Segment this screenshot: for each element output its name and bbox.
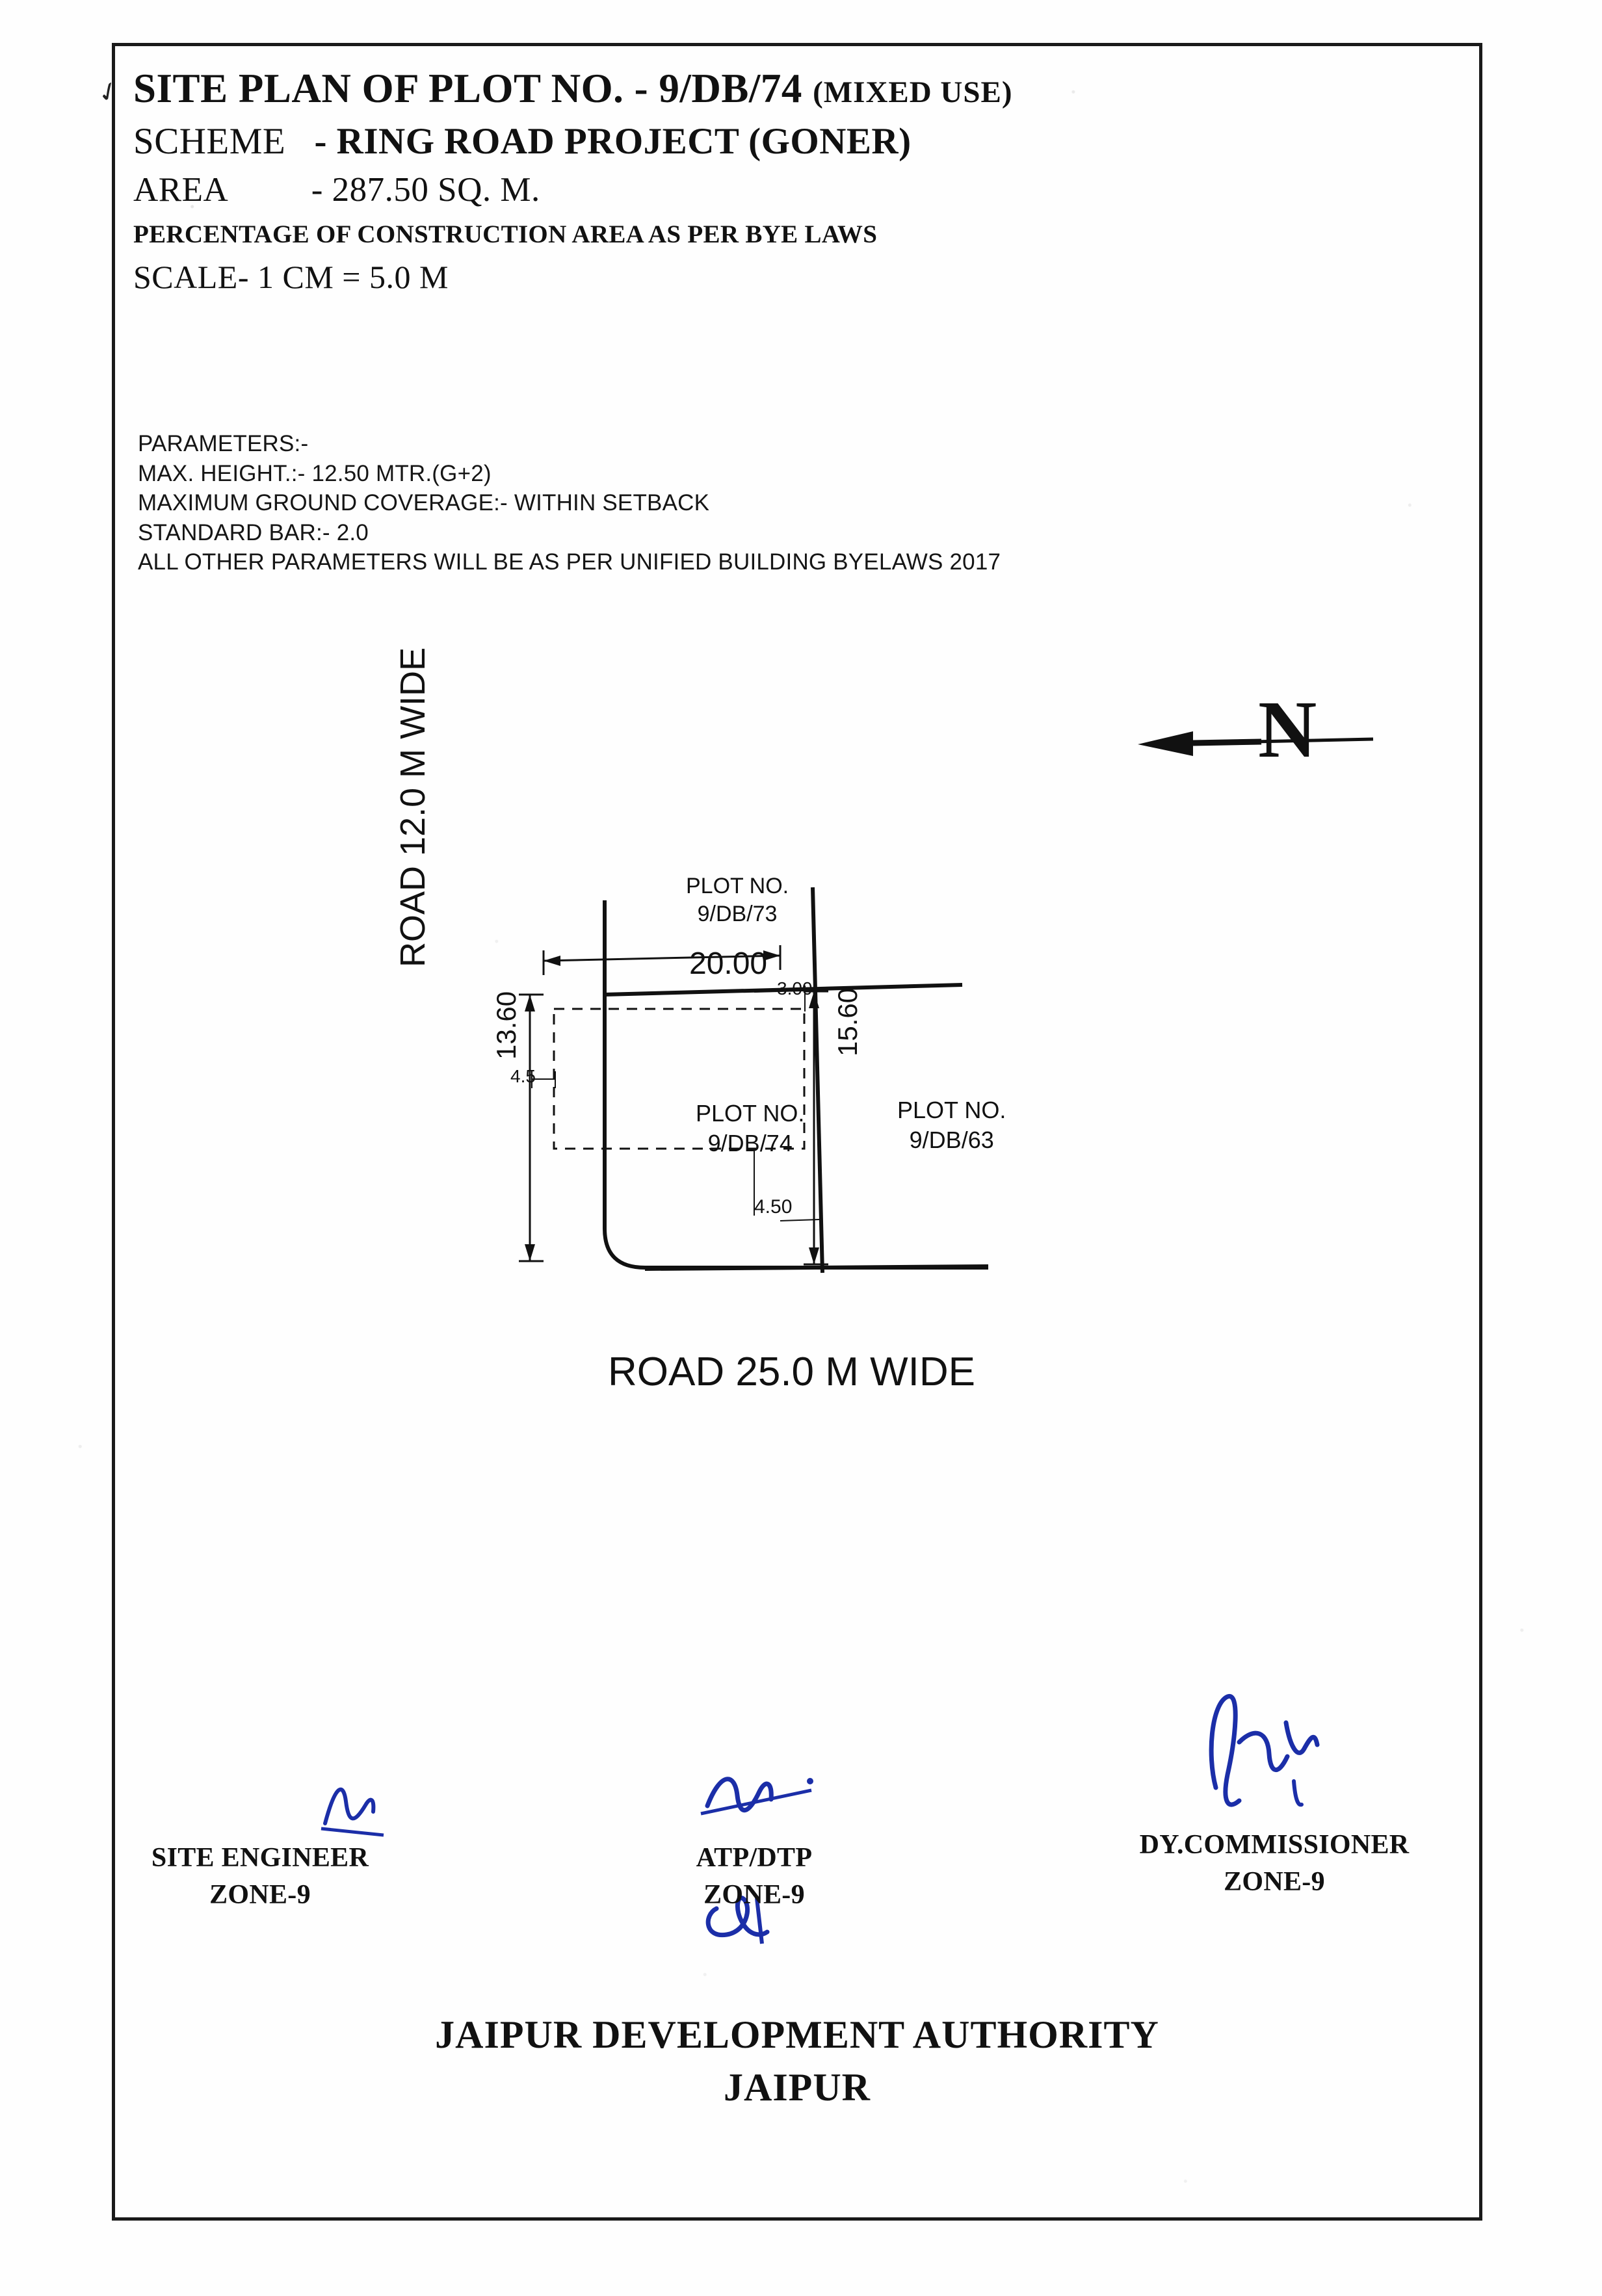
scheme-value: - RING ROAD PROJECT (GONER) xyxy=(314,121,912,162)
page-title-usage: (MIXED USE) xyxy=(813,75,1013,109)
signature-title-atp-dtp: ATP/DTP xyxy=(696,1843,813,1873)
plot-label-9db63-line1: PLOT NO. xyxy=(897,1097,1006,1123)
dimension-setback-bottom-450: 4.50 xyxy=(754,1196,793,1218)
authority-footer xyxy=(112,2009,1482,2114)
signature-mark-dy-commissioner xyxy=(1190,1677,1359,1843)
plot-label-9db74-line2: 9/DB/74 xyxy=(707,1130,793,1157)
road-label-left: ROAD 12.0 M WIDE xyxy=(393,647,432,967)
parameter-line-3: ALL OTHER PARAMETERS WILL BE AS PER UNIFIED BUILDING BYELAWS 2017 xyxy=(138,549,1001,575)
authority-name: JAIPUR DEVELOPMENT AUTHORITY xyxy=(435,2013,1159,2056)
authority-city: JAIPUR xyxy=(724,2066,871,2109)
signature-site-engineer-icon xyxy=(306,1765,423,1849)
dimension-right-1560: 15.60 xyxy=(832,987,863,1056)
area-label: AREA xyxy=(133,171,229,209)
north-arrow-icon xyxy=(1131,699,1378,816)
north-arrow xyxy=(1131,685,1378,816)
signature-zone-dy-commissioner: ZONE-9 xyxy=(1224,1866,1325,1897)
dimension-setback-top-300: 3.00 xyxy=(777,978,813,998)
north-letter: N xyxy=(1258,685,1317,775)
signature-zone-site-engineer: ZONE-9 xyxy=(209,1879,311,1910)
parameters-heading: PARAMETERS:- xyxy=(138,431,309,456)
signature-block-atp-dtp xyxy=(618,1840,891,1913)
plot-label-9db73 xyxy=(686,872,789,928)
signature-zone-atp-dtp: ZONE-9 xyxy=(703,1879,805,1910)
site-plan-drawing xyxy=(393,647,1183,1437)
plot-label-9db74 xyxy=(696,1099,804,1158)
signature-title-site-engineer: SITE ENGINEER xyxy=(151,1843,369,1873)
road-label-bottom: ROAD 25.0 M WIDE xyxy=(608,1350,975,1394)
plot-label-9db63-line2: 9/DB/63 xyxy=(909,1127,994,1154)
signature-dy-commissioner-icon xyxy=(1190,1677,1359,1840)
plot-label-9db73-line1: PLOT NO. xyxy=(686,874,789,898)
percentage-note: PERCENTAGE OF CONSTRUCTION AREA AS PER BYE LAWS xyxy=(133,220,878,248)
signature-block-site-engineer xyxy=(78,1840,442,1913)
plot-label-9db63 xyxy=(897,1095,1006,1155)
parameters-block xyxy=(138,429,1001,577)
dimension-top-20: 20.00 xyxy=(689,946,768,981)
signature-title-dy-commissioner: DY.COMMISSIONER xyxy=(1139,1830,1410,1860)
pen-tick-mark: ✓ xyxy=(92,74,125,110)
dimension-left-1360: 13.60 xyxy=(491,991,521,1060)
page-title-main: SITE PLAN OF PLOT NO. - 9/DB/74 xyxy=(133,66,802,111)
signature-block-dy-commissioner xyxy=(1066,1827,1482,1900)
header-block xyxy=(133,65,1369,296)
scheme-line xyxy=(133,120,1369,163)
parameter-line-2: STANDARD BAR:- 2.0 xyxy=(138,519,369,545)
dimension-setback-left-45: 4.5 xyxy=(510,1066,536,1086)
scale-note: SCALE- 1 CM = 5.0 M xyxy=(133,259,449,295)
parameter-line-1: MAXIMUM GROUND COVERAGE:- WITHIN SETBACK xyxy=(138,490,710,515)
area-line xyxy=(133,170,1369,209)
area-value: - 287.50 SQ. M. xyxy=(311,171,540,209)
scheme-label: SCHEME xyxy=(133,121,286,162)
plot-label-9db74-line1: PLOT NO. xyxy=(696,1100,805,1127)
page-title xyxy=(133,65,1369,112)
plot-label-9db73-line2: 9/DB/73 xyxy=(697,901,778,926)
parameter-line-0: MAX. HEIGHT.:- 12.50 MTR.(G+2) xyxy=(138,460,492,486)
